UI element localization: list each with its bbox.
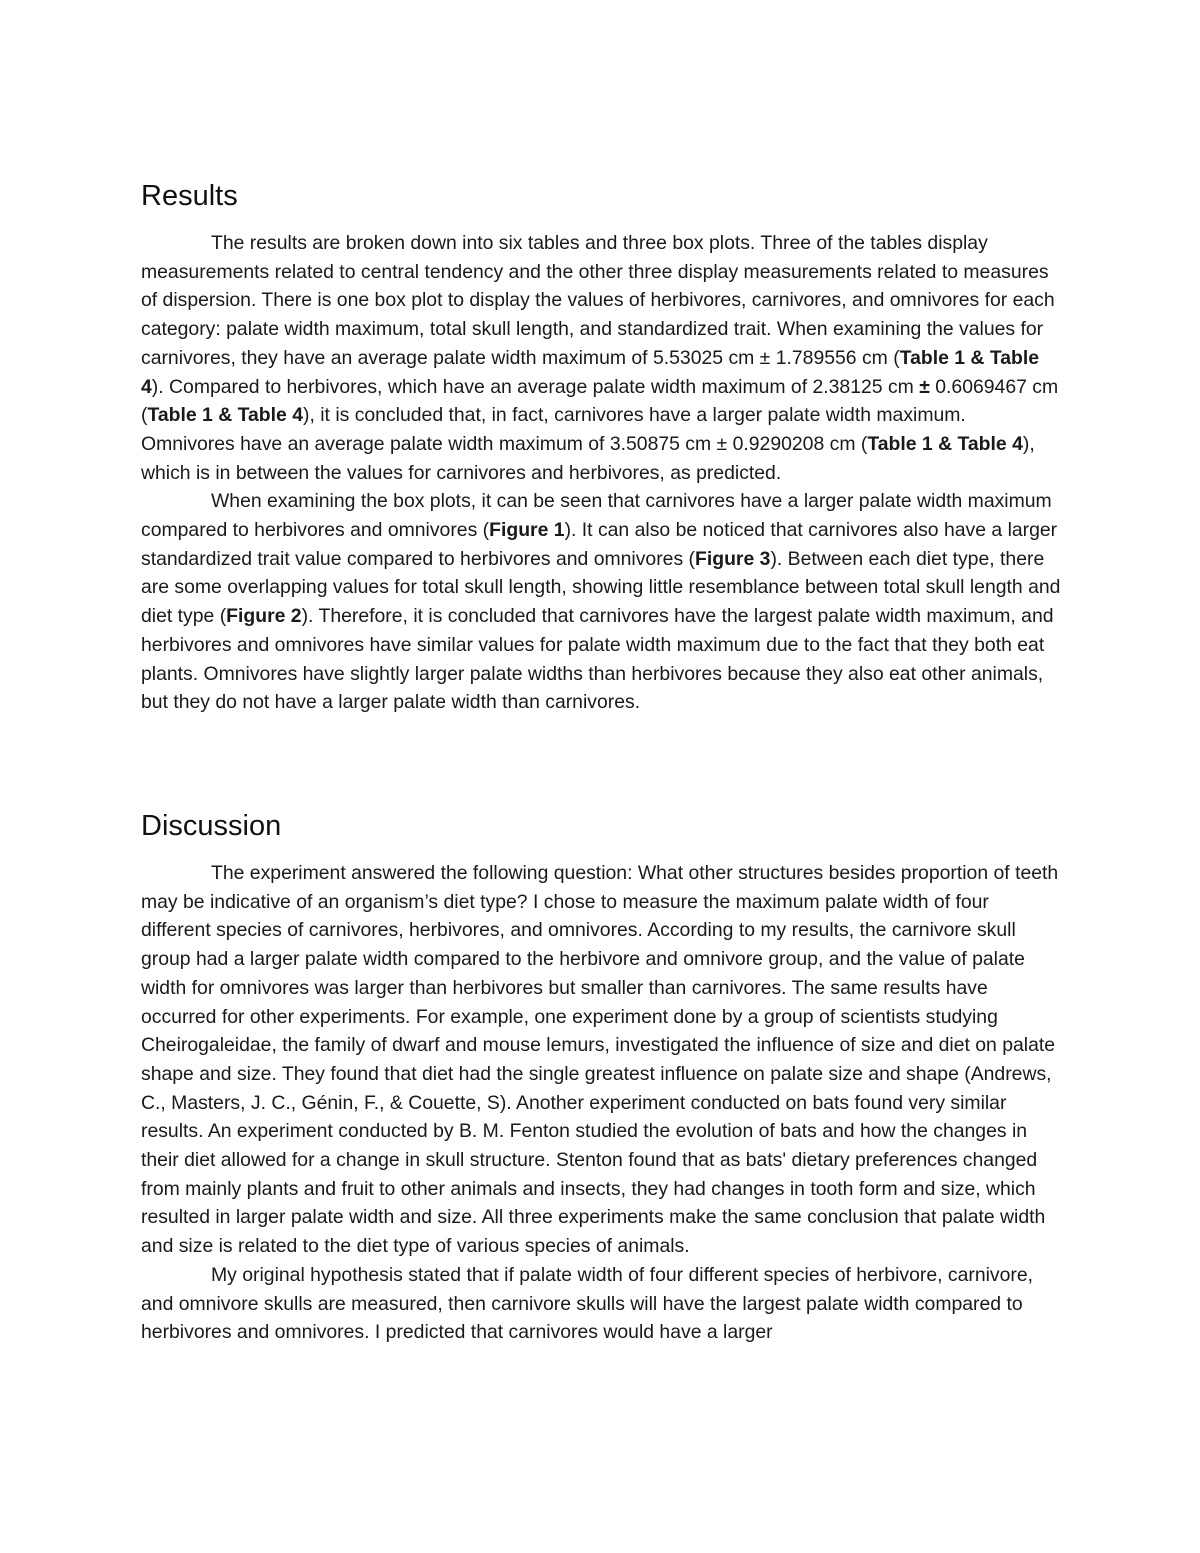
discussion-paragraph-2: My original hypothesis stated that if palate width of four different species of herbivore, carnivore, and omnivore skulls are measured, then carnivore skulls will have the largest palate width compared to herbivores and omnivores. I predicted that carnivores would have a larger	[141, 1263, 1034, 1344]
discussion-body	[141, 859, 1061, 1347]
text-run: ). Between each diet type, there are some overlapping values for total skull length, showing little resemblance between total skull length and diet type (	[141, 547, 1061, 628]
results-paragraph-2	[141, 487, 1061, 717]
bold-reference: Table 1 & Table 4	[141, 346, 1040, 398]
results-body	[141, 229, 1061, 717]
results-paragraph-1	[141, 229, 1061, 487]
text-run: The results are broken down into six tables and three box plots. Three of the tables display measurements related to central tendency and the other three display measurements related to measures of dispersion. There is one box plot to display the values of herbivores, carnivores, and omnivores for each category: palate width maximum, total skull length, and standardized trait. When examining the values for carnivores, they have an average palate width maximum of 5.53025 cm ± 1.789556 cm (	[141, 232, 1055, 369]
text-run: ), which is in between the values for carnivores and herbivores, as predicted.	[141, 432, 1035, 484]
text-run: ). Compared to herbivores, which have an average palate width maximum of 2.38125 cm	[151, 375, 920, 398]
discussion-paragraph-1: The experiment answered the following question: What other structures besides proportion of teeth may be indicative of an organism’s diet type? I chose to measure the maximum palate width of four different species of carnivores, herbivores, and omnivores. According to my results, the carnivore skull group had a larger palate width compared to the herbivore and omnivore group, and the value of palate width for omnivores was larger than herbivores but smaller than carnivores. The same results have occurred for other experiments. For example, one experiment done by a group of scientists studying Cheirogaleidae, the family of dwarf and mouse lemurs, investigated the influence of size and diet on palate shape and size. They found that diet had the single greatest influence on palate size and shape (Andrews, C., Masters, J. C., Génin, F., & Couette, S). Another experiment conducted on bats found very similar results. An experiment conducted by B. M. Fenton studied the evolution of bats and how the changes in their diet allowed for a change in skull structure. Stenton found that as bats' dietary preferences changed from mainly plants and fruit to other animals and insects, they had changes in tooth form and size, which resulted in larger palate width and size. All three experiments make the same conclusion that palate width and size is related to the diet type of various species of animals.	[141, 862, 1059, 1258]
bold-reference: Table 1 & Table 4	[867, 432, 1023, 455]
bold-reference: Table 1 & Table 4	[147, 404, 303, 427]
bold-reference: Figure 3	[695, 547, 771, 570]
text-run: When examining the box plots, it can be seen that carnivores have a larger palate width maximum compared to herbivores and omnivores (	[141, 490, 1052, 542]
bold-reference: Figure 2	[226, 605, 302, 628]
discussion-heading: Discussion	[141, 810, 282, 842]
results-heading: Results	[141, 180, 238, 212]
text-run: ). It can also be noticed that carnivores also have a larger standardized trait value compared to herbivores and omnivores (	[141, 519, 1058, 570]
bold-reference: Figure 1	[489, 519, 565, 542]
text-run: ), it is concluded that, in fact, carnivores have a larger palate width maximum. Omnivores have an average palate width maximum of 3.50875 cm ± 0.9290208 cm (	[141, 404, 966, 455]
text-run: 0.6069467 cm (	[141, 375, 1059, 427]
bold-reference: ±	[919, 375, 930, 398]
text-run: ). Therefore, it is concluded that carnivores have the largest palate width maximum, and herbivores and omnivores have similar values for palate width maximum due to the fact that they both eat plants. Omnivores have slightly larger palate widths than herbivores because they also eat other animals, but they do not have a larger palate width than carnivores.	[141, 605, 1054, 714]
